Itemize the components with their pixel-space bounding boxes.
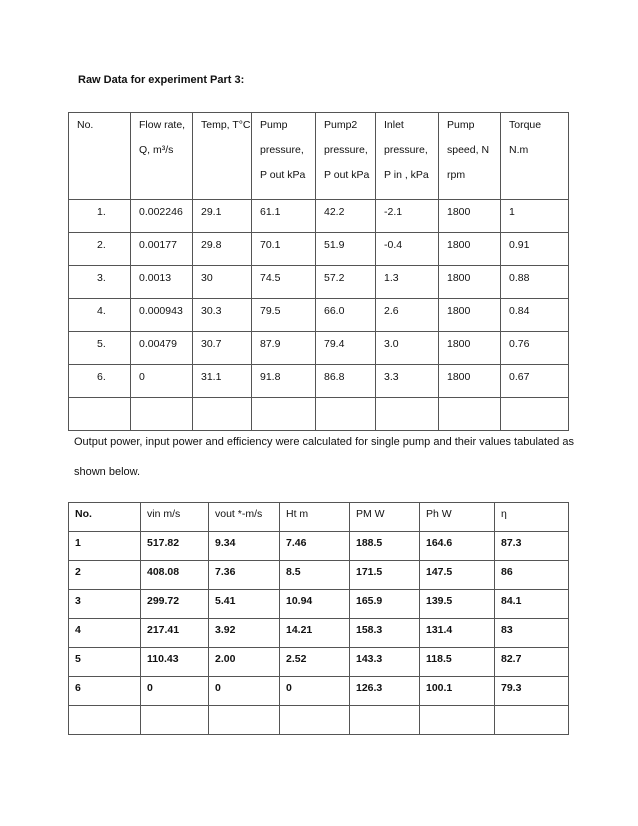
table-cell: 0.0013 xyxy=(131,266,193,299)
table-row xyxy=(69,398,569,431)
header-line: Flow rate, xyxy=(139,119,186,131)
table-cell: 29.8 xyxy=(193,233,252,266)
table-cell: 31.1 xyxy=(193,365,252,398)
raw-data-table xyxy=(68,112,569,431)
table-cell: 143.3 xyxy=(350,648,420,677)
table-cell: 0 xyxy=(131,365,193,398)
table-row xyxy=(69,619,569,648)
table-cell xyxy=(316,398,376,431)
paragraph-line-2: shown below. xyxy=(74,466,141,478)
table-cell: 0 xyxy=(209,677,280,706)
header-line: P out kPa xyxy=(260,169,306,181)
table-cell: 0.76 xyxy=(501,332,569,365)
header-cell: vout *-m/s xyxy=(209,503,280,532)
table-cell: 42.2 xyxy=(316,200,376,233)
table-cell: 86.8 xyxy=(316,365,376,398)
header-line: speed, N xyxy=(447,144,490,156)
table-cell: 30.3 xyxy=(193,299,252,332)
table-cell: 3.0 xyxy=(376,332,439,365)
table-cell: 7.36 xyxy=(209,561,280,590)
table-cell: 0.67 xyxy=(501,365,569,398)
header-line: Q, m³/s xyxy=(139,144,174,156)
table-cell: 0.002246 xyxy=(131,200,193,233)
table-cell xyxy=(69,398,131,431)
table-cell: 29.1 xyxy=(193,200,252,233)
table-cell: 57.2 xyxy=(316,266,376,299)
table-cell: 2.6 xyxy=(376,299,439,332)
table-cell: 4 xyxy=(69,619,141,648)
table-cell: 7.46 xyxy=(280,532,350,561)
table-cell: 5 xyxy=(69,648,141,677)
table-cell: 0.91 xyxy=(501,233,569,266)
results-table xyxy=(68,502,569,735)
section-heading: Raw Data for experiment Part 3: xyxy=(78,74,245,86)
table-cell: 0.88 xyxy=(501,266,569,299)
table-cell: 139.5 xyxy=(420,590,495,619)
table-row xyxy=(69,332,569,365)
table-cell: 87.3 xyxy=(495,532,569,561)
table-cell xyxy=(141,706,209,735)
table-cell: 79.3 xyxy=(495,677,569,706)
paragraph-line-1: Output power, input power and efficiency were calculated for single pump and their values tabulated as xyxy=(74,436,574,448)
table-row xyxy=(69,532,569,561)
table-cell: 408.08 xyxy=(141,561,209,590)
table-cell xyxy=(420,706,495,735)
table-cell: 188.5 xyxy=(350,532,420,561)
table-row xyxy=(69,706,569,735)
table-cell: 0.84 xyxy=(501,299,569,332)
table-cell: 1800 xyxy=(439,299,501,332)
table-cell: 517.82 xyxy=(141,532,209,561)
header-line: Temp, T°C xyxy=(201,119,251,131)
table-cell: 10.94 xyxy=(280,590,350,619)
table-cell: 110.43 xyxy=(141,648,209,677)
table-cell: 6 xyxy=(69,677,141,706)
table-cell: 4. xyxy=(69,299,131,332)
table-cell xyxy=(280,706,350,735)
table-cell xyxy=(193,398,252,431)
header-line: P out kPa xyxy=(324,169,370,181)
header-line: No. xyxy=(77,119,94,131)
table-cell: 2.52 xyxy=(280,648,350,677)
table-cell: 87.9 xyxy=(252,332,316,365)
table-cell: 1800 xyxy=(439,233,501,266)
table-cell: 2.00 xyxy=(209,648,280,677)
table-cell: 86 xyxy=(495,561,569,590)
header-cell xyxy=(316,113,376,200)
header-cell xyxy=(252,113,316,200)
header-line: Pump xyxy=(447,119,475,131)
table-header-row xyxy=(69,503,569,532)
table-cell: 0 xyxy=(141,677,209,706)
table-cell: 0.000943 xyxy=(131,299,193,332)
table-cell: 30.7 xyxy=(193,332,252,365)
table-cell: 1800 xyxy=(439,332,501,365)
table-cell: 8.5 xyxy=(280,561,350,590)
table-cell xyxy=(376,398,439,431)
header-cell xyxy=(69,113,131,200)
table-header-row xyxy=(69,113,569,200)
table-cell: 3 xyxy=(69,590,141,619)
table-cell xyxy=(252,398,316,431)
table-row xyxy=(69,648,569,677)
header-line: pressure, xyxy=(384,144,428,156)
table-cell: 79.4 xyxy=(316,332,376,365)
table-cell: 131.4 xyxy=(420,619,495,648)
table-cell: 0.00479 xyxy=(131,332,193,365)
header-cell: Ph W xyxy=(420,503,495,532)
table-cell: 100.1 xyxy=(420,677,495,706)
table-cell xyxy=(69,706,141,735)
table-cell: 1.3 xyxy=(376,266,439,299)
table-cell: 0.00177 xyxy=(131,233,193,266)
table-cell: 83 xyxy=(495,619,569,648)
header-line: N.m xyxy=(509,144,529,156)
table-cell: 3. xyxy=(69,266,131,299)
table-row xyxy=(69,299,569,332)
table-row xyxy=(69,365,569,398)
table-row xyxy=(69,677,569,706)
table-cell: 51.9 xyxy=(316,233,376,266)
table-cell: 5. xyxy=(69,332,131,365)
table-cell: 1800 xyxy=(439,365,501,398)
table-cell: 3.3 xyxy=(376,365,439,398)
table-row xyxy=(69,233,569,266)
table-cell: -0.4 xyxy=(376,233,439,266)
table-cell: 1. xyxy=(69,200,131,233)
table-cell: -2.1 xyxy=(376,200,439,233)
table-cell: 79.5 xyxy=(252,299,316,332)
header-cell: Ht m xyxy=(280,503,350,532)
table-cell xyxy=(439,398,501,431)
table-cell: 6. xyxy=(69,365,131,398)
table-cell: 147.5 xyxy=(420,561,495,590)
table-cell: 2. xyxy=(69,233,131,266)
header-line: Pump xyxy=(260,119,288,131)
table-cell: 5.41 xyxy=(209,590,280,619)
table-cell: 1 xyxy=(501,200,569,233)
header-cell: No. xyxy=(69,503,141,532)
header-cell: vin m/s xyxy=(141,503,209,532)
table-cell: 91.8 xyxy=(252,365,316,398)
table-cell: 164.6 xyxy=(420,532,495,561)
table-cell: 118.5 xyxy=(420,648,495,677)
table-cell: 1800 xyxy=(439,266,501,299)
table-cell: 14.21 xyxy=(280,619,350,648)
header-cell xyxy=(131,113,193,200)
table-cell: 66.0 xyxy=(316,299,376,332)
header-line: rpm xyxy=(447,169,466,181)
table-cell: 171.5 xyxy=(350,561,420,590)
table-row xyxy=(69,266,569,299)
header-cell: η xyxy=(495,503,569,532)
table-cell: 126.3 xyxy=(350,677,420,706)
table-cell: 61.1 xyxy=(252,200,316,233)
header-cell xyxy=(501,113,569,200)
table-cell xyxy=(131,398,193,431)
header-cell xyxy=(193,113,252,200)
table-cell: 158.3 xyxy=(350,619,420,648)
table-row xyxy=(69,200,569,233)
header-line: pressure, xyxy=(260,144,304,156)
table-cell: 1800 xyxy=(439,200,501,233)
table-cell xyxy=(350,706,420,735)
header-cell xyxy=(376,113,439,200)
header-line: Inlet xyxy=(384,119,404,131)
table-cell: 0 xyxy=(280,677,350,706)
table-cell xyxy=(209,706,280,735)
header-line: Torque xyxy=(509,119,542,131)
table-cell: 82.7 xyxy=(495,648,569,677)
table-cell: 217.41 xyxy=(141,619,209,648)
table-cell: 9.34 xyxy=(209,532,280,561)
table-cell: 165.9 xyxy=(350,590,420,619)
header-line: pressure, xyxy=(324,144,368,156)
header-line: Pump2 xyxy=(324,119,358,131)
table-row xyxy=(69,561,569,590)
header-line: P in , kPa xyxy=(384,169,429,181)
table-cell: 74.5 xyxy=(252,266,316,299)
table-cell xyxy=(501,398,569,431)
table-cell: 70.1 xyxy=(252,233,316,266)
table-cell xyxy=(495,706,569,735)
table-cell: 1 xyxy=(69,532,141,561)
table-row xyxy=(69,590,569,619)
table-cell: 84.1 xyxy=(495,590,569,619)
header-cell: PM W xyxy=(350,503,420,532)
header-cell xyxy=(439,113,501,200)
table-cell: 299.72 xyxy=(141,590,209,619)
table-cell: 2 xyxy=(69,561,141,590)
table-cell: 30 xyxy=(193,266,252,299)
table-cell: 3.92 xyxy=(209,619,280,648)
